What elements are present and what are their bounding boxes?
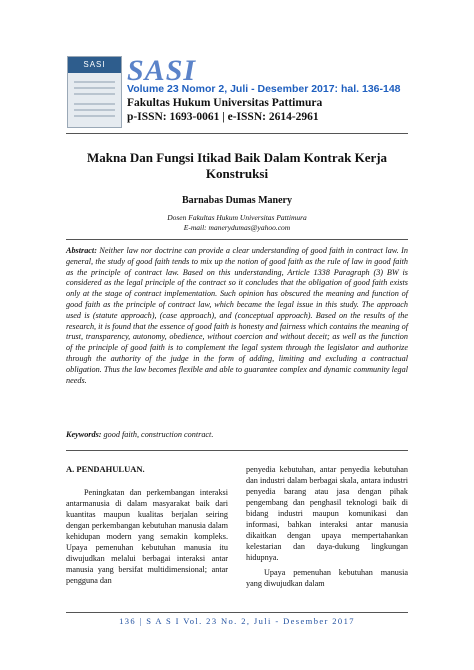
footer-divider xyxy=(66,612,408,613)
keywords-label: Keywords: xyxy=(66,430,102,439)
body-paragraph: Peningkatan dan perkembangan interaksi antarmanusia di dalam masyarakat baik dari kuantitas maupun kualitas berjalan seiring dengan perkembangan kebutuhan manusia dalam kehidupan modern yang semakin kompleks. Upaya pemenuhan kebutuhan manusia itu diwujudkan melalui berbagai interaksi antar manusia yang bersifat multidimensional; antar pengguna dan xyxy=(66,488,228,585)
header-divider xyxy=(66,133,408,134)
journal-cover-thumbnail xyxy=(67,56,122,128)
page-footer: 136 | S A S I Vol. 23 No. 2, Juli - Desember 2017 xyxy=(119,616,355,626)
author-affiliation xyxy=(66,213,408,233)
author-name: Barnabas Dumas Manery xyxy=(181,195,292,206)
author-email: E-mail: manerydumas@yahoo.com xyxy=(183,223,291,232)
body-column-left xyxy=(66,464,228,586)
abstract xyxy=(66,246,408,386)
section-heading: A. PENDAHULUAN. xyxy=(66,464,145,474)
abstract-text: Neither law nor doctrine can provide a clear understanding of good faith in contract law. In general, the study of good faith tends to mix up the notion of good faith as the rule of law in good faith as the principle of contract law. Based on this understanding, Article 1338 Paragraph (3) BW is considered as the legal principle of the contract so it concludes that the obligation of good faith exists only at the stage of contract implementation. Such opinion has obscured the meaning and function of good faith as the principle of contract law, which became the legal issue in this study. The approach used is (statute approach), (case approach), and (conceptual approach). Based on the results of the research, it is found that the essence of good faith is honesty and fairness which contains the meaning of trust, transparency, autonomy, obedience, without coercion and without deceit; as well as the function of the principle of good faith is to complement the legal system through the legislator and authorize through the authority of the judge in the form of adding, limiting and excluding a contractual obligation. Thus the law becomes flexible and able to guarantee complex and dynamic community legal needs. xyxy=(66,246,408,385)
faculty-name: Fakultas Hukum Universitas Pattimura xyxy=(127,97,323,109)
body-column-right xyxy=(246,464,408,589)
keywords xyxy=(66,430,408,439)
keywords-text: good faith, construction contract. xyxy=(101,430,214,439)
abstract-divider-top xyxy=(66,239,408,240)
body-paragraph: Upaya pemenuhan kebutuhan manusia yang diwujudkan dalam xyxy=(246,568,408,588)
abstract-divider-bottom xyxy=(66,450,408,451)
journal-logo: SASI xyxy=(127,54,197,87)
cover-title: SASI xyxy=(68,57,121,73)
affiliation-line: Dosen Fakultas Hukum Universitas Pattimura xyxy=(167,213,307,222)
volume-info: Volume 23 Nomor 2, Juli - Desember 2017: hal. 136-148 xyxy=(127,83,401,95)
issn-info: p-ISSN: 1693-0061 | e-ISSN: 2614-2961 xyxy=(127,111,319,123)
abstract-label: Abstract: xyxy=(66,246,97,255)
article-title: Makna Dan Fungsi Itikad Baik Dalam Kontrak Kerja Konstruksi xyxy=(86,150,388,181)
body-paragraph: penyedia kebutuhan, antar penyedia kebutuhan dan industri dalam berbagai skala, antara industri penyedia barang atau jasa dengan pihak pengembang dan penghasil teknologi baik di bidang industri maupun komunikasi dan informasi, bahkan interaksi antar manusia dikaitkan dengan upaya mempertahankan kelestarian dan daya-dukung lingkungan hidupnya. xyxy=(246,465,408,562)
